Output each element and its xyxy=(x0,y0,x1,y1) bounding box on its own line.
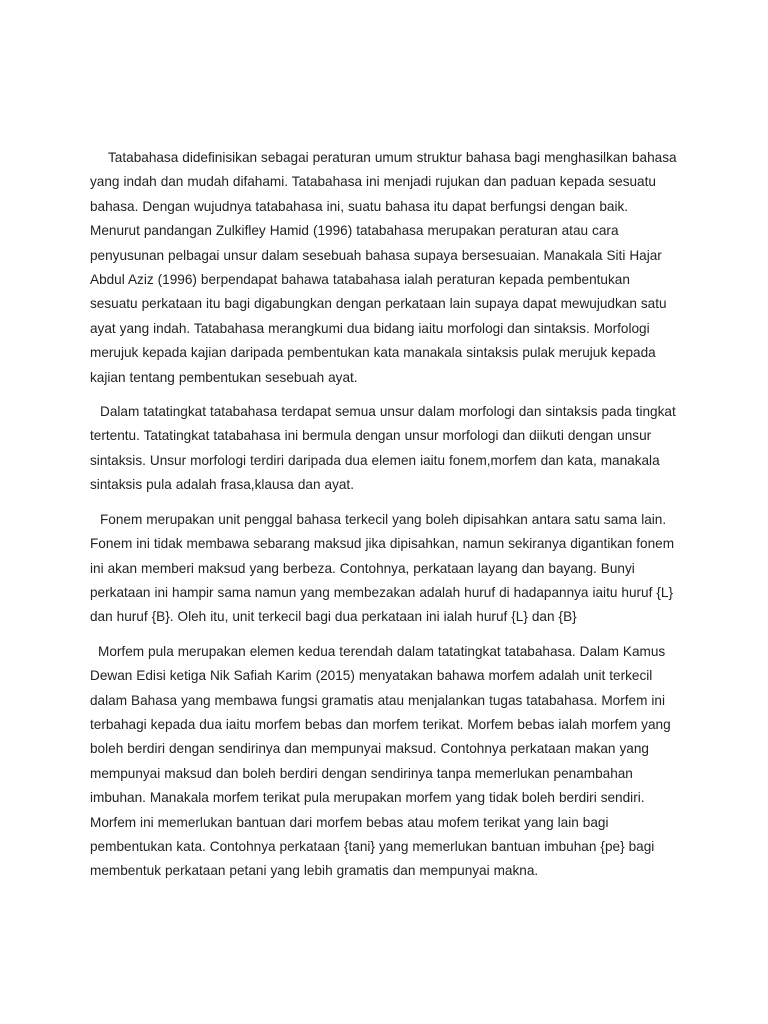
document-body xyxy=(90,146,681,894)
paragraph-tatabahasa: Tatabahasa didefinisikan sebagai peraturan umum struktur bahasa bagi menghasilkan bahasa yang indah dan mudah difahami. Tatabahasa ini menjadi rujukan dan paduan kepada sesuatu bahasa. Dengan wujudnya tatabahasa ini, suatu bahasa itu dapat berfungsi dengan baik. Menurut pandangan Zulkifley Hamid (1996) tatabahasa merupakan peraturan atau cara penyusunan pelbagai unsur dalam sesebuah bahasa supaya bersesuaian. Manakala Siti Hajar Abdul Aziz (1996) berpendapat bahawa tatabahasa ialah peraturan kepada pembentukan sesuatu perkataan itu bagi digabungkan dengan perkataan lain supaya dapat mewujudkan satu ayat yang indah. Tatabahasa merangkumi dua bidang iaitu morfologi dan sintaksis. Morfologi merujuk kepada kajian daripada pembentukan kata manakala sintaksis pulak merujuk kepada kajian tentang pembentukan sesebuah ayat. xyxy=(90,150,681,385)
paragraph-morfem: Morfem pula merupakan elemen kedua terendah dalam tatatingkat tatabahasa. Dalam Kamus Dewan Edisi ketiga Nik Safiah Karim (2015) menyatakan bahawa morfem adalah unit terkecil dalam Bahasa yang membawa fungsi gramatis atau menjalankan tugas tatabahasa. Morfem ini terbahagi kepada dua iaitu morfem bebas dan morfem terikat. Morfem bebas ialah morfem yang boleh berdiri dengan sendirinya dan mempunyai maksud. Contohnya perkataan makan yang mempunyai maksud dan boleh berdiri dengan sendirinya tanpa memerlukan penambahan imbuhan. Manakala morfem terikat pula merupakan morfem yang tidak boleh berdiri sendiri. Morfem ini memerlukan bantuan dari morfem bebas atau mofem terikat yang lain bagi pembentukan kata. Contohnya perkataan {tani} yang memerlukan bantuan imbuhan {pe} bagi membentuk perkataan petani yang lebih gramatis dan mempunyai makna. xyxy=(90,643,675,879)
paragraph-fonem: Fonem merupakan unit penggal bahasa terkecil yang boleh dipisahkan antara satu sama lain. Fonem ini tidak membawa sebarang maksud jika dipisahkan, namun sekiranya digantikan fonem ini akan memberi maksud yang berbeza. Contohnya, perkataan layang dan bayang. Bunyi perkataan ini hampir sama namun yang membezakan adalah huruf di hadapannya iaitu huruf {L} dan huruf {B}. Oleh itu, unit terkecil bagi dua perkataan ini ialah huruf {L} dan {B} xyxy=(90,511,679,625)
paragraph-tatatingkat: Dalam tatatingkat tatabahasa terdapat semua unsur dalam morfologi dan sintaksis pada tingkat tertentu. Tatatingkat tatabahasa ini bermula dengan unsur morfologi dan diikuti dengan unsur sintaksis. Unsur morfologi terdiri daripada dua elemen iaitu fonem,morfem dan kata, manakala sintaksis pula adalah frasa,klausa dan ayat. xyxy=(90,404,680,493)
